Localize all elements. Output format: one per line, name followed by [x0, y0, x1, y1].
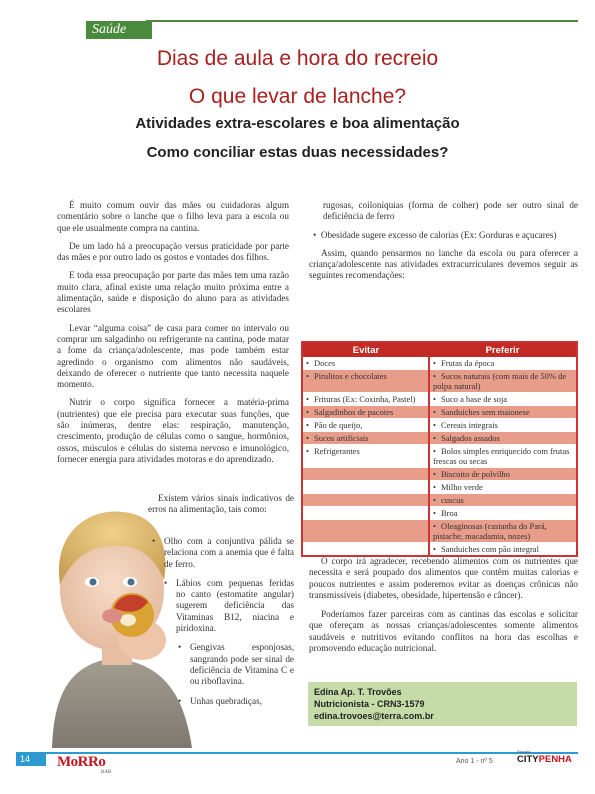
- cell-avoid: [302, 419, 429, 432]
- cell-text: • Suco a base de soja: [433, 394, 507, 404]
- morro-bar-logo: MoRRo BAR: [57, 754, 112, 775]
- signs-list: [150, 536, 294, 715]
- table-row: [302, 543, 577, 557]
- cell-text: • Refrigerantes: [306, 446, 360, 456]
- author-email: edina.trovoes@terra.com.br: [314, 711, 434, 721]
- cell-text: • Oleaginosas (castanha do Pará, pistache, macadamia, nozes): [433, 521, 547, 541]
- table-row: [302, 520, 577, 543]
- table-row: [302, 468, 577, 481]
- issue-number: Ano 1 - nº 5: [456, 758, 493, 765]
- table-row: [302, 370, 577, 393]
- list-item: • Olho com a conjuntiva pálida se relaciona com a anemia que é falta de ferro.: [150, 536, 294, 570]
- cell-prefer: [429, 419, 577, 432]
- conclusion-text: [309, 556, 578, 662]
- paragraph: E toda essa preocupação por parte das mães tem uma razão muito clara, afinal existe uma relação muito próxima entre a alimentação, saúde e disposição do aluno para as atividades escolares: [57, 270, 289, 315]
- cell-prefer: [429, 481, 577, 494]
- cell-text: • Sucos naturais (com mais de 50% de polpa natural): [433, 371, 566, 391]
- cell-prefer: [429, 445, 577, 468]
- cell-text: • Bolos simples enriquecido com frutas frescas ou secas: [433, 446, 569, 466]
- cell-prefer: [429, 370, 577, 393]
- cell-text: • cuscus: [433, 495, 464, 505]
- page-number: 14: [16, 752, 46, 766]
- cell-prefer: [429, 494, 577, 507]
- cell-text: • Sanduiches com pão integral: [433, 544, 539, 554]
- list-item: • Unhas quebradiças,: [176, 696, 294, 707]
- cell-text: • Frutas da época: [433, 358, 494, 368]
- cell-avoid: [302, 432, 429, 445]
- table-row: [302, 419, 577, 432]
- paragraph: Assim, quando pensarmos no lanche da escola ou para oferecer a criança/adolescente nas atividades extracurriculares devemos seguir as seguintes recomendações:: [309, 247, 578, 281]
- section-label: Saúde: [86, 21, 152, 39]
- signs-intro: Existem vários sinais indicativos de erros na alimentação, tais como:: [148, 493, 294, 515]
- cell-prefer: [429, 543, 577, 557]
- cell-text: • Milho verde: [433, 482, 483, 492]
- paragraph: De um lado há a preocupação versus praticidade por parte das mães e por outro lado os gostos e vontades dos filhos.: [57, 240, 289, 263]
- recommendations-table: [301, 341, 578, 557]
- cell-text: • Frituras (Ex: Coxinha, Pastel): [306, 394, 416, 404]
- cell-avoid: [302, 445, 429, 468]
- cell-prefer: [429, 520, 577, 543]
- cell-text: • Pirulitos e chocolates: [306, 371, 387, 381]
- right-column: [309, 200, 578, 282]
- author-signature-box: [308, 682, 577, 726]
- cell-avoid: [302, 481, 429, 494]
- cell-prefer: [429, 468, 577, 481]
- cell-avoid: [302, 357, 429, 370]
- cell-avoid: [302, 543, 429, 557]
- paragraph: O corpo irá agradecer, recebendo alimentos com os nutrientes que necessita e será poupado dos alimentos que contêm muitas calorias e poucos nutrientes e assim poderemos evitar as doenças crônicas não transmissíveis (diabetes, obesidade, hipertensão e câncer).: [309, 556, 578, 600]
- table-row: [302, 432, 577, 445]
- cell-text: • Sanduiches sem maionese: [433, 407, 530, 417]
- paragraph: Levar “alguma coisa” de casa para comer no intervalo ou comprar um salgadinho ou refrigerante na cantina, pode matar a fome da criança/adolescente, mas pode também estar agredindo o organismo com alimentos não saudáveis, deixando de oferecer o nutriente que tanto necessita naquele momento.: [57, 322, 289, 390]
- cell-prefer: [429, 432, 577, 445]
- left-column: [57, 200, 289, 472]
- author-name: Edina Ap. T. Trovões: [314, 687, 402, 697]
- cell-avoid: [302, 494, 429, 507]
- cell-text: • Sucos artificiais: [306, 433, 369, 443]
- cell-avoid: [302, 507, 429, 520]
- cell-avoid: [302, 370, 429, 393]
- cell-text: • Salgadinhos de pacotes: [306, 407, 393, 417]
- list-item: • Gengivas esponjosas, sangrando pode ser sinal de deficiência de Vitamina C e ou riboflavina.: [176, 642, 294, 687]
- cell-text: • Broa: [433, 508, 458, 518]
- table-row: [302, 481, 577, 494]
- bullet-paragraph: [309, 230, 578, 241]
- title-line-1: Dias de aula e hora do recreio: [156, 47, 439, 70]
- cell-avoid: [302, 520, 429, 543]
- author-role: Nutricionista - CRN3-1579: [314, 699, 425, 709]
- table-row: [302, 393, 577, 406]
- list-item: • Lábios com pequenas feridas no canto (estomatite angular) sugerem deficiência das Vitaminas B12, niacina e piridoxina.: [162, 578, 294, 634]
- table-row: [302, 494, 577, 507]
- cell-avoid: [302, 406, 429, 419]
- cell-avoid: [302, 393, 429, 406]
- paragraph: Nutrir o corpo significa fornecer a matéria-prima (nutrientes) que ele precisa para executar suas funções, que são inúmeras, dentre elas: respiração, manutenção, crescimento, produção de células como o sangue, hormônios, ossos, músculos e células do sistema nervoso e imunológico, fornecer energia para atividades motoras e do aprendizado.: [57, 397, 289, 464]
- table-row: [302, 357, 577, 370]
- subtitle-line-1: Atividades extra-escolares e boa alimentação: [135, 115, 460, 132]
- cell-prefer: [429, 357, 577, 370]
- cell-text: • Salgados assados: [433, 433, 500, 443]
- paragraph: rugosas, coiloníquias (forma de colher) pode ser outro sinal de deficiência de ferro: [323, 200, 578, 222]
- cell-prefer: [429, 406, 577, 419]
- cell-prefer: [429, 393, 577, 406]
- header-prefer: Preferir: [429, 342, 577, 357]
- table-row: [302, 445, 577, 468]
- table-row: [302, 507, 577, 520]
- subtitle-line-2: Como conciliar estas duas necessidades?: [146, 144, 449, 161]
- header-avoid: Evitar: [302, 342, 429, 357]
- header-rule: [146, 20, 578, 22]
- bullet-text: Obesidade sugere excesso de calorias (Ex: Gorduras e açucares): [320, 229, 557, 240]
- cell-text: • Doces: [306, 358, 335, 368]
- paragraph: É muito comum ouvir das mães ou cuidadoras algum comentário sobre o lanche que o filho leva para a escola ou que ele usualmente compra na cantina.: [57, 200, 289, 233]
- city-penha-logo: Revista CITYPENHA: [517, 749, 572, 765]
- cell-text: • Cereais integrais: [433, 420, 498, 430]
- cell-text: • Pão de queijo,: [306, 420, 362, 430]
- cell-text: • Biscoito de polvilho: [433, 469, 510, 479]
- bullet-mark: •: [313, 229, 321, 240]
- cell-avoid: [302, 468, 429, 481]
- cell-prefer: [429, 507, 577, 520]
- paragraph: Poderíamos fazer parceiras com as cantinas das escolas e solicitar que ofereçam as nossas crianças/adolescentes somente alimentos saudáveis e nutritivos evitando conflitos na hora das escolhas e promovendo educação nutricional.: [309, 609, 578, 654]
- table-row: [302, 406, 577, 419]
- title-line-2: O que levar de lanche?: [188, 85, 407, 108]
- table-header-row: [302, 342, 577, 357]
